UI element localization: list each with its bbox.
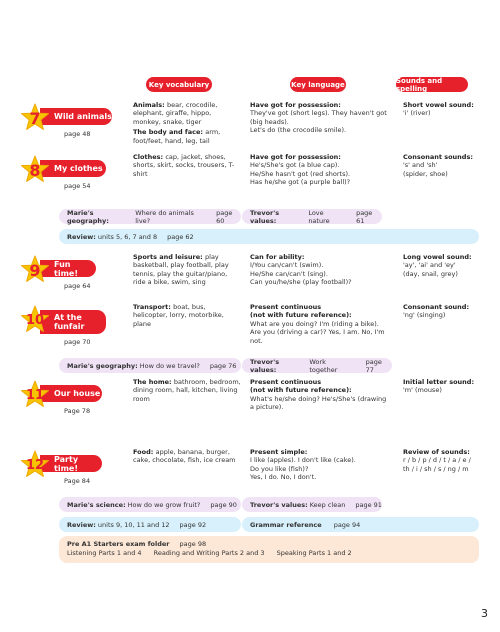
language-title: (not with future reference): xyxy=(250,386,352,395)
vocab-label: The home: xyxy=(133,378,174,386)
bar-label: Review: xyxy=(67,232,96,241)
language-line: He's/She's got (a blue cap). xyxy=(250,161,340,170)
unit-star-icon xyxy=(20,305,50,335)
bar-label: Marie's geography: xyxy=(67,361,138,370)
sounds-cell xyxy=(403,448,493,473)
bar-label: Trevor's values: xyxy=(250,357,280,374)
bar-text: Where do animals live? xyxy=(135,208,194,225)
language-line: Let's do (the crocodile smile). xyxy=(250,126,347,135)
sounds-title: Consonant sounds: xyxy=(403,153,473,161)
language-line: What's he/she doing? He's/She's (drawing a picture). xyxy=(250,394,387,412)
bar-page: page 76 xyxy=(209,361,237,370)
bar-text: How do we grow fruit? xyxy=(127,500,201,509)
marie-geography-bar[interactable] xyxy=(59,209,241,224)
language-line: He/She hasn't got (red shorts). xyxy=(250,169,351,178)
sounds-line: 'ay', 'ai' and 'ey' xyxy=(403,261,456,270)
bar-page: page 60 xyxy=(216,208,233,225)
unit-number: 12 xyxy=(25,457,45,473)
sounds-title: Initial letter sound: xyxy=(403,378,475,386)
exam-part: Reading and Writing Parts 2 and 3 xyxy=(153,549,265,557)
bar-label: Marie's geography: xyxy=(67,208,109,225)
unit-page[interactable]: page 54 xyxy=(64,182,91,190)
bar-page: page 77 xyxy=(365,357,382,374)
sounds-cell xyxy=(403,253,493,278)
language-line: Has he/she got (a purple ball)? xyxy=(250,178,351,187)
sounds-line: (spider, shoe) xyxy=(403,169,448,178)
bar-label: Review: xyxy=(67,520,96,529)
trevor-values-bar[interactable] xyxy=(242,497,382,512)
unit-title: Wild animals xyxy=(40,108,112,125)
unit-title: Fun time! xyxy=(40,260,96,277)
grammar-reference-bar[interactable] xyxy=(242,517,479,532)
language-line: I like (apples). I don't like (cake). xyxy=(250,456,356,465)
sounds-cell xyxy=(403,153,493,178)
vocab-cell xyxy=(133,101,241,145)
marie-geography-bar[interactable] xyxy=(59,358,241,373)
bar-text: Work together xyxy=(309,357,338,374)
bar-page: page 61 xyxy=(356,208,373,225)
vocab-cell xyxy=(133,153,241,178)
sounds-title: Long vowel sound: xyxy=(403,253,472,261)
unit-number: 10 xyxy=(25,312,45,328)
exam-part: Listening Parts 1 and 4 xyxy=(67,549,142,557)
bar-page: page 92 xyxy=(179,520,207,529)
vocab-label: Food: xyxy=(133,448,156,456)
sounds-title: Consonant sound: xyxy=(403,303,470,311)
vocab-cell xyxy=(133,448,241,465)
language-title: Present continuous xyxy=(250,303,322,311)
language-title: (not with future reference): xyxy=(250,311,352,320)
language-title: Present simple: xyxy=(250,448,308,456)
unit-title: Party time! xyxy=(40,455,102,472)
bar-label: Grammar reference xyxy=(250,520,322,529)
unit-number: 8 xyxy=(29,160,41,180)
unit-star-icon xyxy=(20,103,50,133)
sounds-line: 'i' (river) xyxy=(403,109,431,118)
vocab-text: boat, bus, helicopter, lorry, motorbike, plane xyxy=(133,303,224,328)
unit-number: 9 xyxy=(29,260,41,280)
bar-page: page 91 xyxy=(355,500,382,509)
vocab-label: Sports and leisure: xyxy=(133,253,206,261)
vocab-cell xyxy=(133,378,241,403)
sounds-cell xyxy=(403,303,493,320)
language-cell xyxy=(250,253,390,287)
header-key-language: Key language xyxy=(290,77,346,92)
sounds-title: Short vowel sound: xyxy=(403,101,474,109)
unit-title: At the funfair xyxy=(40,310,106,334)
bar-page: page 62 xyxy=(167,232,194,241)
bar-text: Keep clean xyxy=(309,500,346,509)
unit-title: Our house xyxy=(40,385,102,402)
trevor-values-bar[interactable] xyxy=(242,358,392,373)
bar-label: Trevor's values: xyxy=(250,500,308,509)
unit-star-icon xyxy=(20,450,50,480)
unit-page[interactable]: page 70 xyxy=(64,338,91,346)
language-cell xyxy=(250,448,390,482)
bar-text: How do we travel? xyxy=(139,361,200,370)
header-key-vocabulary: Key vocabulary xyxy=(146,77,212,92)
bar-label: Marie's science: xyxy=(67,500,126,509)
unit-star-icon xyxy=(20,155,50,185)
review-bar[interactable] xyxy=(59,517,241,532)
unit-title: My clothes xyxy=(40,160,106,177)
vocab-label: Animals: xyxy=(133,101,168,109)
language-line: Do you like (fish)? xyxy=(250,464,309,473)
language-line: What are you doing? I'm (riding a bike). xyxy=(250,319,379,328)
vocab-label: Transport: xyxy=(133,303,174,311)
language-cell xyxy=(250,378,390,412)
vocab-text: apple, banana, burger, cake, chocolate, fish, ice cream xyxy=(133,448,236,465)
vocab-text: arm, foot/feet, hand, leg, tail xyxy=(133,128,221,145)
bar-text: units 5, 6, 7 and 8 xyxy=(97,232,158,241)
marie-science-bar[interactable] xyxy=(59,497,241,512)
unit-number: 11 xyxy=(25,387,45,403)
unit-page[interactable]: Page 78 xyxy=(64,407,91,415)
language-line: Can you/he/she (play football)? xyxy=(250,278,352,287)
unit-star-icon xyxy=(20,380,50,410)
sounds-line: 's' and 'sh' xyxy=(403,161,438,170)
sounds-line: 'ng' (singing) xyxy=(403,311,446,320)
sounds-cell xyxy=(403,101,493,118)
vocab-label: Clothes: xyxy=(133,153,166,161)
language-cell xyxy=(250,153,390,187)
bar-page: page 90 xyxy=(210,500,237,509)
sounds-cell xyxy=(403,378,493,395)
sounds-line: 'm' (mouse) xyxy=(403,386,442,395)
vocab-text: bathroom, bedroom, dining room, hall, kitchen, living room xyxy=(133,378,241,403)
unit-page[interactable]: page 64 xyxy=(64,282,91,290)
vocab-text: bear, crocodile, elephant, giraffe, hippo, monkey, snake, tiger xyxy=(133,101,218,126)
bar-page: page 94 xyxy=(333,520,361,529)
sounds-line: (day, snail, grey) xyxy=(403,269,458,278)
language-cell xyxy=(250,101,390,135)
language-line: Are you (driving a car)? Yes, I am. No, I'm not. xyxy=(250,328,385,345)
language-line: He/She can/can't (sing). xyxy=(250,269,328,278)
language-title: Have got for possession: xyxy=(250,153,341,161)
language-title: Can for ability: xyxy=(250,253,305,261)
header-sounds-spelling: Sounds and spelling xyxy=(396,77,468,92)
unit-star-icon xyxy=(20,255,50,285)
bar-text: Love nature xyxy=(308,208,330,225)
unit-page[interactable]: page 48 xyxy=(64,130,91,138)
bar-text: units 9, 10, 11 and 12 xyxy=(97,520,170,529)
language-line: Yes, I do. No, I don't. xyxy=(250,473,317,482)
vocab-text: play basketball, play football, play tennis, play the guitar/piano, ride a bike, swim, sing xyxy=(133,253,229,287)
unit-number: 7 xyxy=(29,108,41,128)
vocab-text: cap, jacket, shoes, shorts, skirt, socks, trousers, T-shirt xyxy=(133,153,235,178)
bar-label: Trevor's values: xyxy=(250,208,280,225)
sounds-line: th / i / sh / s / ng / m xyxy=(403,464,469,473)
vocab-cell xyxy=(133,253,241,287)
vocab-label: The body and face: xyxy=(133,128,206,137)
sounds-title: Review of sounds: xyxy=(403,448,470,456)
review-bar[interactable] xyxy=(59,229,479,244)
exam-folder-page: page 98 xyxy=(179,540,207,548)
vocab-cell xyxy=(133,303,241,328)
unit-page[interactable]: Page 84 xyxy=(64,477,91,485)
exam-part: Speaking Parts 1 and 2 xyxy=(276,549,352,557)
trevor-values-bar[interactable] xyxy=(242,209,382,224)
language-title: Have got for possession: xyxy=(250,101,341,109)
exam-folder-title: Pre A1 Starters exam folder xyxy=(67,540,170,548)
exam-folder-bar[interactable] xyxy=(59,536,479,563)
language-cell xyxy=(250,303,390,345)
sounds-line: r / b / p / d / t / a / e / xyxy=(403,456,471,465)
language-line: I/You can/can't (swim). xyxy=(250,261,324,270)
page-number: 3 xyxy=(481,607,488,620)
language-line: They've got (short legs). They haven't got (big heads). xyxy=(250,109,387,126)
language-title: Present continuous xyxy=(250,378,322,386)
